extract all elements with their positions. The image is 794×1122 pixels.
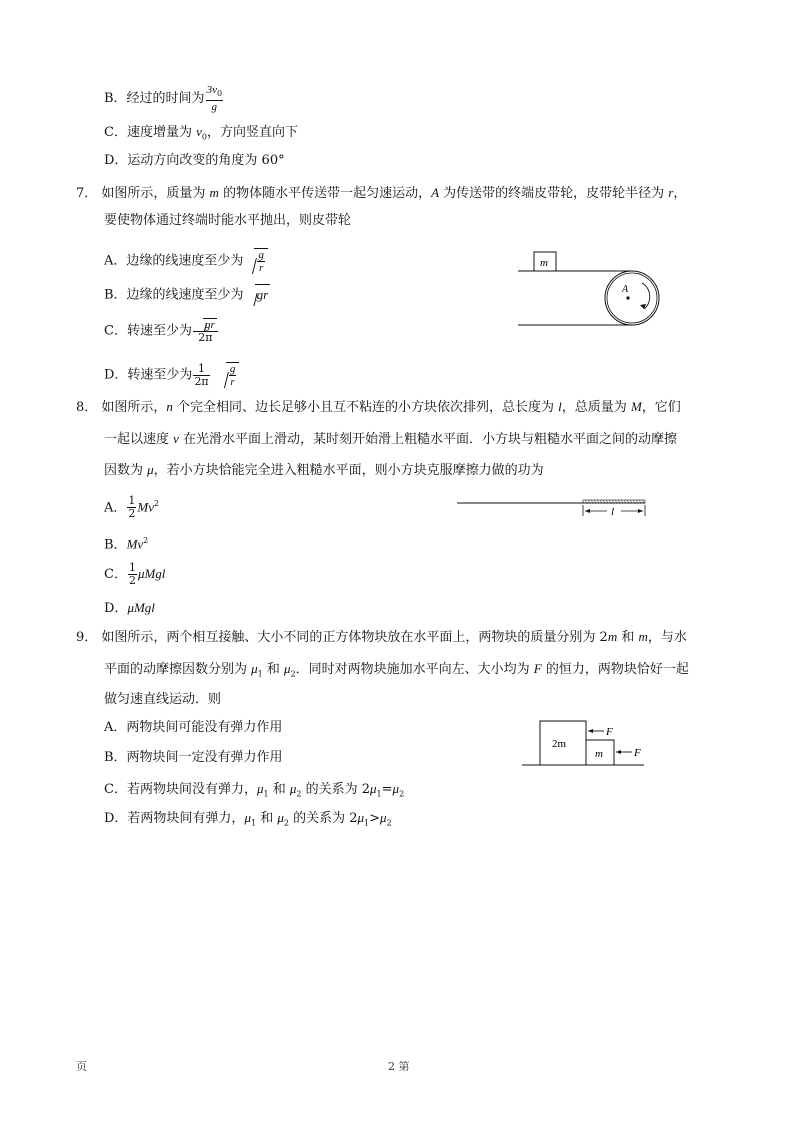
q6-b-fraction: $\frac{3v_0}{g}$ — [206, 84, 223, 114]
block-2m-label: 2m — [552, 738, 567, 750]
q7-c-fraction: $\frac{gr}{2\pi}$ — [193, 318, 218, 344]
q6-option-c: C．速度增量为 $v_0$，方向竖直向下 — [104, 124, 298, 142]
q7-stem-line1: 7． 如图所示，质量为 m 的物体随水平传送带一起匀速运动，A 为传送带的终端皮带轮，皮带轮半径为 r， — [76, 185, 687, 201]
force-lower-label: F — [634, 747, 641, 759]
length-label: l — [611, 506, 615, 518]
q8-option-b: B．Mv$^2$ — [104, 536, 149, 553]
q9-stem-line3: 做匀速直线运动．则 — [104, 692, 222, 707]
q9-blocks-figure — [518, 716, 658, 772]
q9-option-c: C．若两物块间没有弹力，$\mu_1$ 和 $\mu_2$ 的关系为 $2\mu_1=\mu_2$ — [104, 781, 405, 799]
q8-option-a: A． $\frac{1}{2}$ Mv$^2$ — [104, 494, 160, 521]
q8-stem-line2: 一起以速度 v 在光滑水平面上滑动，某时刻开始滑上粗糙水平面．小方块与粗糙水平面之间的动摩擦 — [104, 431, 678, 447]
pulley-label: A — [622, 284, 629, 295]
q8-surface-figure — [455, 494, 655, 520]
block-m-label: m — [595, 748, 603, 760]
q8-option-c: C． $\frac{1}{2}$ μMgl — [104, 561, 166, 587]
q9-stem-line1: 9． 如图所示，两个相互接触、大小不同的正方体物块放在水平面上，两物块的质量分别为 2m 和 m，与水 — [76, 629, 687, 645]
pulley-outer — [605, 271, 659, 325]
q6-option-d: D．运动方向改变的角度为 60° — [104, 153, 285, 168]
footer-left: 页 — [76, 1060, 87, 1073]
arrow-left-icon — [588, 729, 593, 733]
q8-stem-line3: 因数为 μ，若小方块恰能完全进入粗糙水平面，则小方块克服摩擦力做的功为 — [104, 462, 544, 478]
q9-option-b: B．两物块间一定没有弹力作用 — [104, 750, 283, 765]
q7-stem-line2: 要使物体通过终端时能水平抛出，则皮带轮 — [104, 213, 352, 228]
q7-d-sqrt: $\frac{g}{r}$ — [217, 362, 240, 388]
footer-page-number: 2 第 — [388, 1060, 410, 1073]
q7-option-b: B．边缘的线速度至少为 gr — [104, 284, 270, 306]
q7-option-d: D．转速至少为 $\frac{1}{2\pi}$ $\frac{g}{r}$ — [104, 362, 239, 388]
q7-d-fraction: $\frac{1}{2\pi}$ — [194, 361, 209, 388]
q8-option-d: D．μMgl — [104, 600, 155, 616]
q9-option-a: A．两物块间可能没有弹力作用 — [104, 720, 283, 735]
q7-conveyor-figure — [510, 245, 670, 335]
q7-b-sqrt: gr — [246, 284, 271, 306]
q6-option-b: B．经过的时间为 $\frac{3v_0}{g}$ — [104, 84, 223, 114]
block-m-label: m — [540, 257, 548, 269]
force-upper-label: F — [606, 726, 613, 738]
arrow-right-icon — [638, 509, 643, 513]
q7-a-sqrt: $\frac{g}{r}$ — [245, 248, 268, 274]
q8-stem-line1: 8． 如图所示，n 个完全相同、边长足够小且互不粘连的小方块依次排列，总长度为 l，总质量为 M，它们 — [76, 399, 681, 415]
q7-option-c: C．转速至少为 $\frac{gr}{2\pi}$ — [104, 318, 219, 344]
q9-option-d: D．若两物块间有弹力，$\mu_1$ 和 $\mu_2$ 的关系为 $2\mu_1>\mu_2$ — [104, 810, 392, 828]
q9-stem-line2: 平面的动摩擦因数分别为 $\mu_1$ 和 $\mu_2$．同时对两物块施加水平向左、大小均为 F 的恒力，两物块恰好一起 — [104, 661, 689, 679]
pulley-center — [626, 296, 629, 299]
arrow-left-icon — [585, 509, 590, 513]
q7-option-a: A．边缘的线速度至少为 $\frac{g}{r}$ — [104, 248, 268, 274]
arrow-left-icon — [616, 750, 621, 754]
